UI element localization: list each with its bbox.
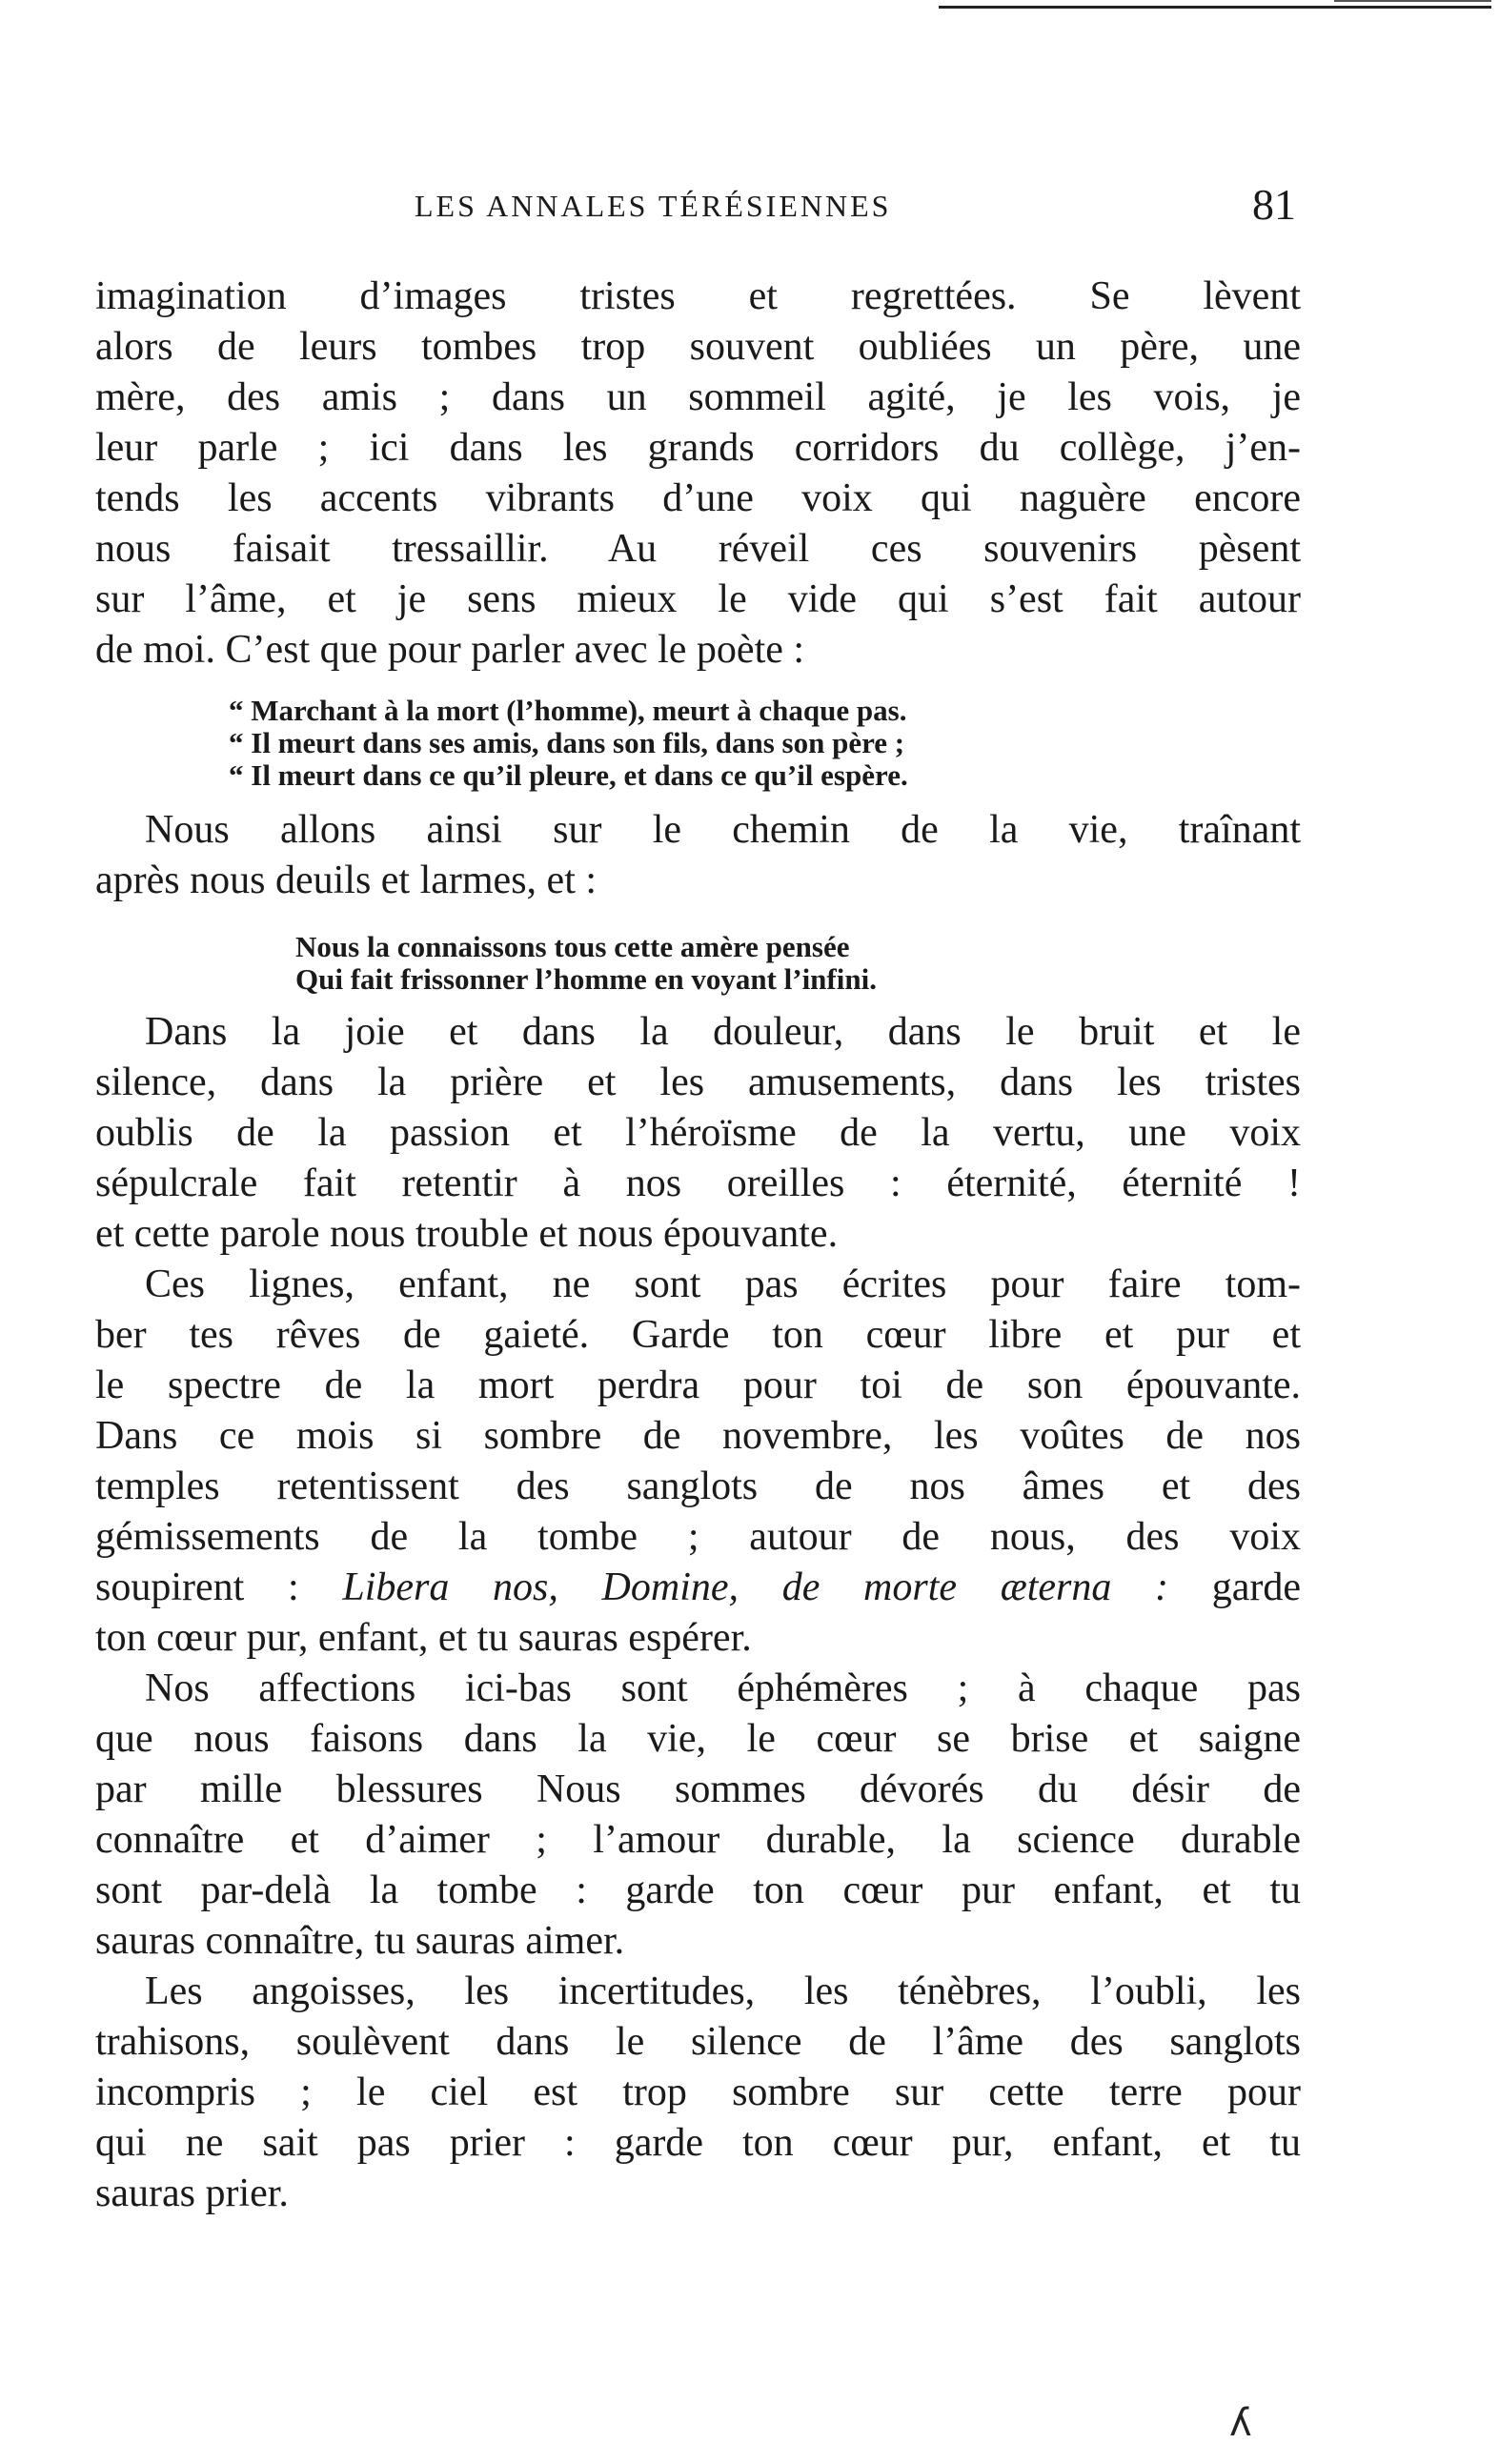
text-line: connaître et d’aimer ; l’amour durable, la science durable <box>95 1818 1301 1862</box>
text-line: sur l’âme, et je sens mieux le vide qui s’est fait autour <box>95 577 1301 621</box>
paragraph <box>95 1007 1301 1260</box>
verse-line: Qui fait frissonner l’homme en voyant l’infini. <box>295 962 877 996</box>
body-text <box>95 272 1301 2219</box>
verse-line: “ Marchant à la mort (l’homme), meurt à chaque pas. <box>229 694 907 727</box>
verse-line: “ Il meurt dans ses amis, dans son fils, dans son père ; <box>229 726 905 759</box>
verse-quote <box>95 695 1301 792</box>
text-line: trahisons, soulèvent dans le silence de l’âme des sanglots <box>95 2020 1301 2064</box>
top-edge-rule <box>1334 0 1491 2</box>
text-line: temples retentissent des sanglots de nos âmes et des <box>95 1464 1301 1508</box>
verse-quote <box>95 931 1301 996</box>
text-line: de moi. C’est que pour parler avec le poète : <box>95 628 805 672</box>
running-head <box>95 172 1296 229</box>
text-line: incompris ; le ciel est trop sombre sur cette terre pour <box>95 2070 1301 2114</box>
text-line: gémissements de la tombe ; autour de nous, des voix <box>95 1515 1301 1559</box>
text-line: ber tes rêves de gaieté. Garde ton cœur libre et pur et <box>95 1313 1301 1357</box>
text-line: silence, dans la prière et les amusements, dans les tristes <box>95 1060 1301 1104</box>
text-line: sépulcrale fait retentir à nos oreilles : éternité, éternité ! <box>95 1161 1301 1205</box>
text-line: nous faisait tressaillir. Au réveil ces souvenirs pèsent <box>95 527 1301 571</box>
text-line: que nous faisons dans la vie, le cœur se brise et saigne <box>95 1717 1301 1761</box>
paragraph <box>95 1664 1301 1967</box>
running-title: LES ANNALES TÉRÉSIENNES <box>415 189 892 223</box>
text-line: Ces lignes, enfant, ne sont pas écrites pour faire tom- <box>145 1262 1301 1306</box>
paragraph <box>95 1967 1301 2219</box>
latin-phrase: Libera nos, Domine, de morte æterna : <box>342 1565 1169 1609</box>
text-line <box>95 1563 1301 1613</box>
text-line: Les angoisses, les incertitudes, les ténèbres, l’oubli, les <box>145 1969 1301 2013</box>
text-line: Dans la joie et dans la douleur, dans le bruit et le <box>145 1010 1301 1054</box>
paragraph <box>95 1260 1301 1664</box>
paragraph <box>95 272 1301 676</box>
text-line: Dans ce mois si sombre de novembre, les voûtes de nos <box>95 1414 1301 1458</box>
text-line: Nous allons ainsi sur le chemin de la vie, traînant <box>145 808 1301 852</box>
page-number: 81 <box>1252 180 1296 229</box>
text-fragment: garde <box>1168 1565 1301 1609</box>
paragraph <box>95 805 1301 906</box>
text-line: sauras prier. <box>95 2171 289 2215</box>
verse-line: “ Il meurt dans ce qu’il pleure, et dans ce qu’il espère. <box>229 758 908 792</box>
text-line: tends les accents vibrants d’une voix qui naguère encore <box>95 476 1301 520</box>
text-line: alors de leurs tombes trop souvent oubliées un père, une <box>95 325 1301 369</box>
text-line: et cette parole nous trouble et nous épouvante. <box>95 1212 839 1256</box>
top-edge-rule <box>939 6 1491 9</box>
text-line: qui ne sait pas prier : garde ton cœur pur, enfant, et tu <box>95 2121 1301 2165</box>
page-mark-icon: ʎ <box>1229 2401 1252 2445</box>
text-line: Nos affections ici-bas sont éphémères ; à chaque pas <box>145 1666 1301 1710</box>
text-line: ton cœur pur, enfant, et tu sauras espérer. <box>95 1616 752 1660</box>
text-line: après nous deuils et larmes, et : <box>95 858 598 902</box>
text-line: imagination d’images tristes et regrettées. Se lèvent <box>95 274 1301 318</box>
text-line: leur parle ; ici dans les grands corridors du collège, j’en- <box>95 426 1301 470</box>
text-fragment: soupirent : <box>95 1565 343 1609</box>
verse-line: Nous la connaissons tous cette amère pensée <box>295 930 850 963</box>
text-line: le spectre de la mort perdra pour toi de son épouvante. <box>95 1363 1301 1407</box>
text-line: sauras connaître, tu sauras aimer. <box>95 1919 625 1963</box>
text-line: oublis de la passion et l’héroïsme de la vertu, une voix <box>95 1111 1301 1155</box>
text-line: par mille blessures Nous sommes dévorés du désir de <box>95 1767 1301 1811</box>
text-line: mère, des amis ; dans un sommeil agité, je les vois, je <box>95 375 1301 419</box>
text-line: sont par-delà la tombe : garde ton cœur pur enfant, et tu <box>95 1868 1301 1912</box>
